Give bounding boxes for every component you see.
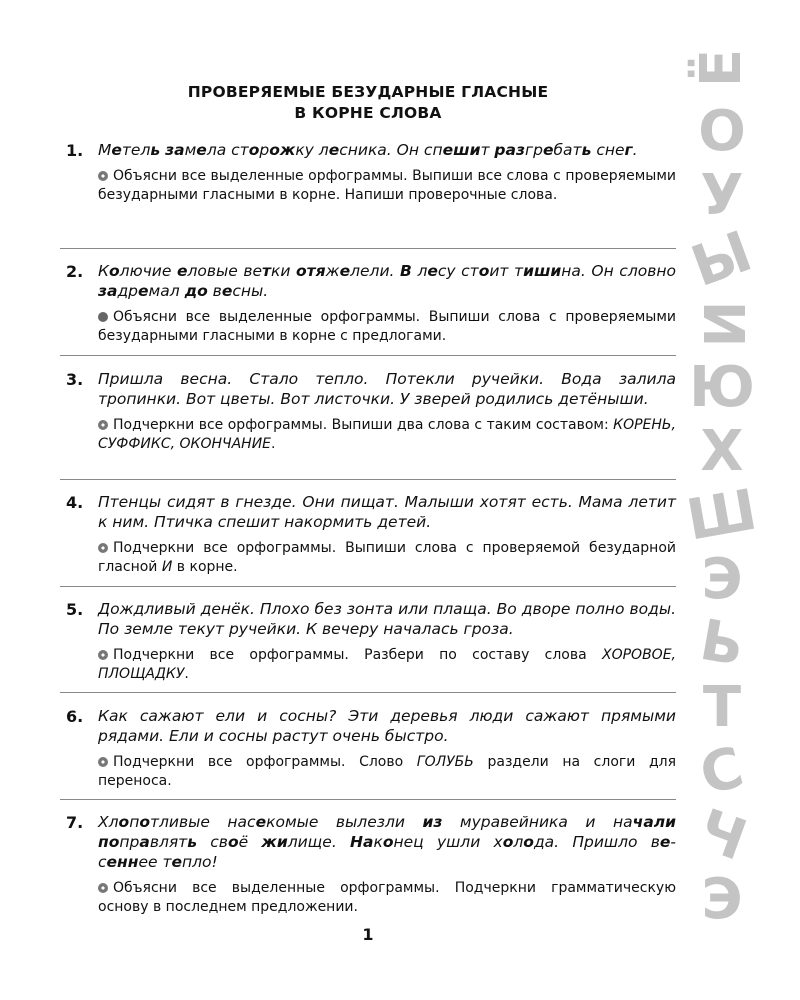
exercise-task: Подчеркни все орфограммы. Выпиши два слова с таким составом: КОРЕНЬ, СУФФИКС, ОКОНЧАНИЕ. <box>98 417 676 452</box>
task-bullet-icon <box>98 650 108 660</box>
alphabet-letter: У <box>700 163 744 228</box>
exercise-text: Дождливый денёк. Плохо без зонта или плаща. Во дворе полно воды. По земле текут ручейки. К вечеру началась гроза. <box>98 600 676 638</box>
exercise-number: 2. <box>66 262 84 281</box>
alphabet-letter: Ч <box>689 797 755 874</box>
exercise-task: Объясни все выделенные орфограммы. Выпиши слова с проверяемыми безударными гласными в корне с предлогами. <box>98 309 676 344</box>
exercise-number: 7. <box>66 813 84 832</box>
task-bullet-icon <box>98 757 108 767</box>
alphabet-letter: Ь <box>695 607 749 680</box>
exercise-6 <box>66 706 676 790</box>
alphabet-letter: О <box>698 99 746 164</box>
exercise-text: Метель замела сторожку лесника. Он спешит разгребать снег. <box>98 141 638 159</box>
alphabet-letter: Э <box>701 547 743 612</box>
alphabet-letter: Ы <box>683 219 761 300</box>
exercise-text: Пришла весна. Стало тепло. Потекли ручейки. Вода залила тропинки. Вот цветы. Вот листочки. У зверей родились детёныши. <box>98 370 676 408</box>
exercise-5 <box>66 599 676 683</box>
exercise-divider <box>60 355 676 356</box>
decorative-alphabet-strip <box>672 38 782 958</box>
exercise-3 <box>66 369 676 453</box>
exercise-number: 1. <box>66 141 84 160</box>
alphabet-letter: С <box>693 734 751 809</box>
exercise-divider <box>60 799 676 800</box>
task-bullet-icon <box>98 543 108 553</box>
title-line-1: ПРОВЕРЯЕМЫЕ БЕЗУДАРНЫЕ ГЛАСНЫЕ <box>187 83 549 101</box>
task-bullet-icon <box>98 420 108 430</box>
exercise-number: 6. <box>66 707 84 726</box>
exercise-7 <box>66 812 676 916</box>
title-line-2: В КОРНЕ СЛОВА <box>294 104 442 122</box>
exercise-divider <box>60 248 676 249</box>
exercise-divider <box>60 586 676 587</box>
exercise-task: Объясни все выделенные орфограммы. Подчеркни грамматическую основу в последнем предложении. <box>98 880 676 915</box>
exercise-divider <box>60 692 676 693</box>
alphabet-letter: Ш <box>682 477 762 554</box>
task-bullet-icon <box>98 883 108 893</box>
exercise-text: Как сажают ели и сосны? Эти деревья люди сажают прямыми рядами. Ели и сосны растут очень быстро. <box>98 707 676 745</box>
exercise-task: Подчеркни все орфограммы. Выпиши слова с проверяемой безударной гласной И в корне. <box>98 540 676 575</box>
alphabet-letter: Х <box>700 419 744 484</box>
page-number: 1 <box>362 925 374 944</box>
exercise-number: 3. <box>66 370 84 389</box>
alphabet-letter: И <box>690 300 755 348</box>
exercise-4 <box>66 492 676 576</box>
task-bullet-icon <box>98 312 108 322</box>
exercise-divider <box>60 479 676 480</box>
alphabet-letter: Ё <box>689 48 754 88</box>
exercise-2 <box>66 261 676 345</box>
alphabet-letter: Э <box>701 867 743 932</box>
alphabet-letter: Ю <box>689 355 755 420</box>
alphabet-letter: Т <box>702 675 742 740</box>
exercise-text: Птенцы сидят в гнезде. Они пищат. Малыши хотят есть. Мама летит к ним. Птичка спешит накормить детей. <box>98 493 676 531</box>
task-bullet-icon <box>98 171 108 181</box>
exercise-task: Подчеркни все орфограммы. Слово ГОЛУБЬ раздели на слоги для переноса. <box>98 754 676 789</box>
exercise-text: Хлопотливые насекомые вылезли из муравейника и начали поправлять своё жилище. Наконец ушли холода. Пришло ве-сеннее тепло! <box>98 813 676 871</box>
exercise-task: Объясни все выделенные орфограммы. Выпиши все слова с проверяемыми безударными гласными в корне. Напиши проверочные слова. <box>98 168 676 203</box>
exercise-number: 5. <box>66 600 84 619</box>
page-title <box>60 82 676 124</box>
exercise-number: 4. <box>66 493 84 512</box>
exercise-1 <box>66 140 676 204</box>
exercise-text: Колючие еловые ветки отяжелели. В лесу стоит тишина. Он словно задремал до весны. <box>98 262 676 300</box>
exercise-task: Подчеркни все орфограммы. Разбери по составу слова ХОРОВОЕ, ПЛОЩАДКУ. <box>98 647 676 682</box>
